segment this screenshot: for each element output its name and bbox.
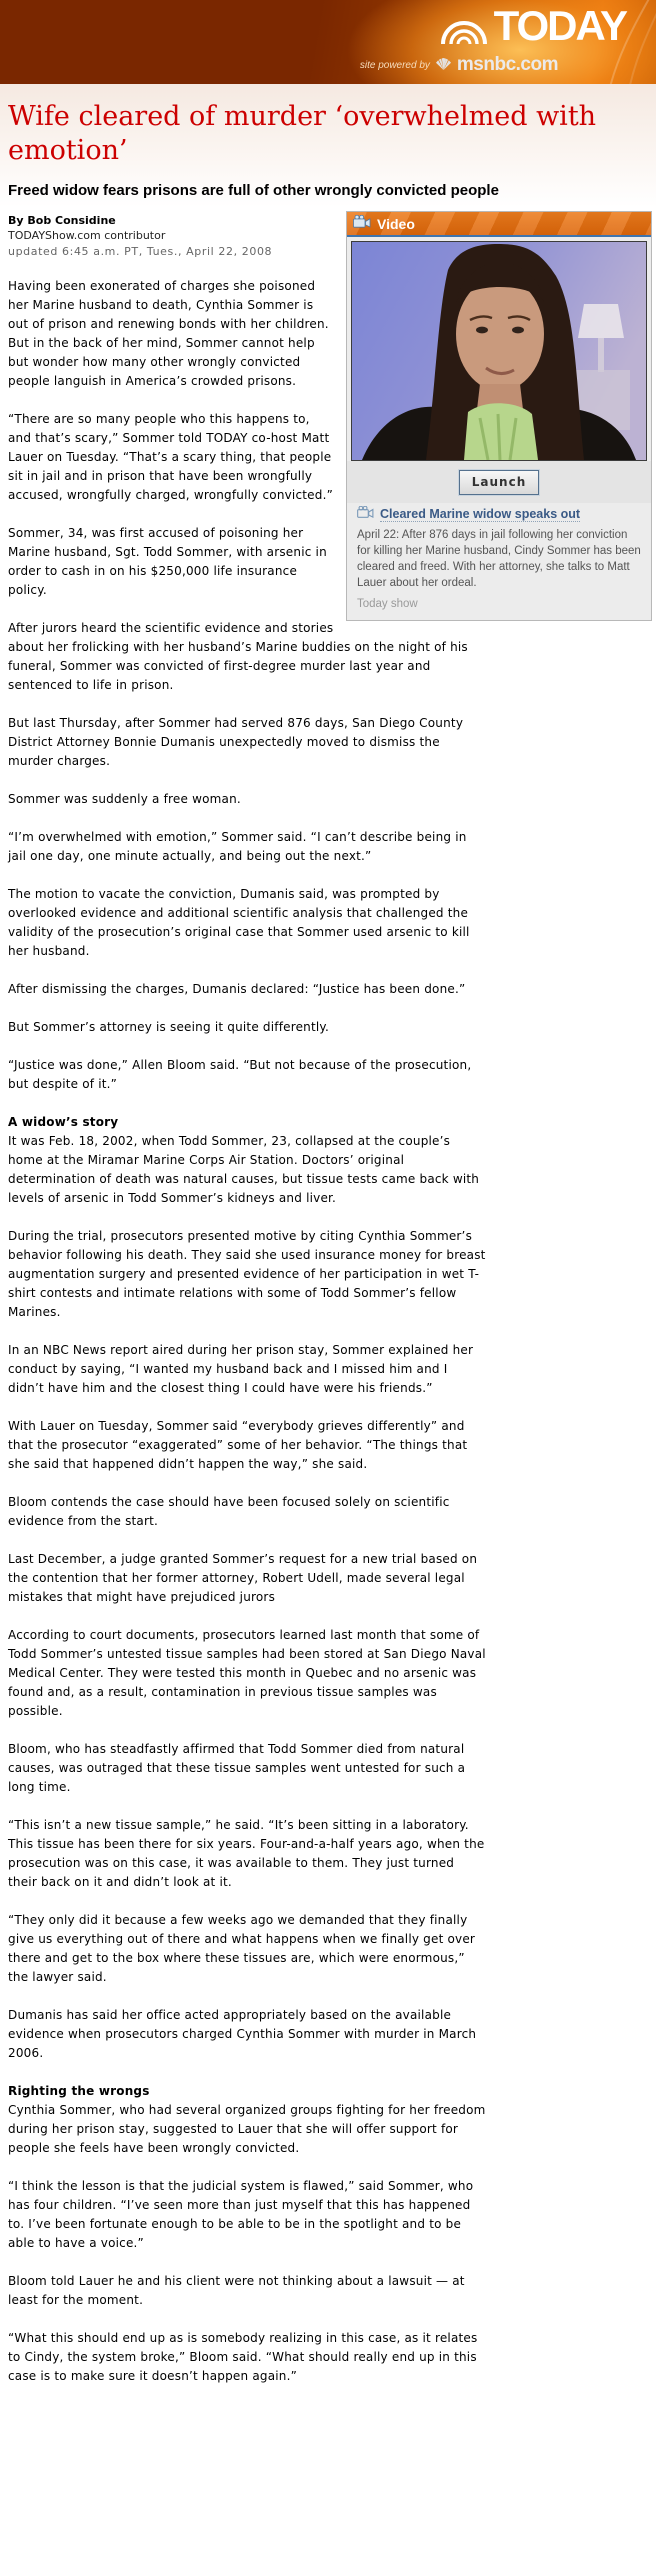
article-paragraph: After dismissing the charges, Dumanis declared: “Justice has been done.” [8,982,466,996]
video-box-title: Video [377,215,415,232]
article-paragraph: “They only did it because a few weeks ago we demanded that they finally give us everything out of there and what happens when we finally get over there and get to the box where these tissues are, which were enormous,” the lawyer said. [8,1913,476,1984]
article-paragraph: According to court documents, prosecutors learned last month that some of Todd Sommer’s untested tissue samples had been stored at San Diego Naval Medical Center. They were tested this month in Quebec and no arsenic was found and, as a result, contamination in previous tissue samples was possible. [8,1628,486,1718]
byline-role: TODAYShow.com contributor [8,229,166,242]
video-caption-link[interactable]: Cleared Marine widow speaks out [380,506,581,521]
article-paragraph: During the trial, prosecutors presented motive by citing Cynthia Sommer’s behavior following his death. They said she used insurance money for breast augmentation surgery and presented evidence of her participation in wet T-shirt contests and intimate relations with some of Todd Sommer’s fellow Marines. [8,1229,486,1319]
article-body [0,207,656,2415]
powered-by-label: site powered by [359,59,430,71]
sunrise-icon [438,14,490,48]
page-title: Wife cleared of murder ‘overwhelmed with emotion’ [8,101,597,166]
video-caption-text: April 22: After 876 days in jail following her conviction for killing her Marine husband, Cindy Sommer has been cleared and freed. With her attorney, she talks to Matt Lauer about her ordeal. [357,529,641,589]
article-deck: Freed widow fears prisons are full of other wrongly convicted people [8,182,499,199]
article-paragraph: It was Feb. 18, 2002, when Todd Sommer, 23, collapsed at the couple’s home at the Miramar Marine Corps Air Station. Doctors’ original determination of death was natural causes, but tissue tests came back with levels of arsenic in Todd Sommer’s kidneys and liver. [8,1134,480,1205]
masthead [0,0,656,84]
article-paragraph: Cynthia Sommer, who had several organized groups fighting for her freedom during her prison stay, suggested to Lauer that she will offer support for people she feels have been wrongly convicted. [8,2103,486,2155]
today-logo-text: TODAY [493,2,626,49]
article-paragraph: “There are so many people who this happens to, and that’s scary,” Sommer told TODAY co-host Matt Lauer on Tuesday. “That’s a scary thing, that people sit in jail and in prison that have been wrongfully accused, wrongfully charged, wrongfully convicted.” [8,412,334,502]
today-logo[interactable] [438,4,626,48]
byline-author: By Bob Considine [8,214,116,227]
article-paragraph: With Lauer on Tuesday, Sommer said “everybody grieves differently” and that the prosecutor “exaggerated” some of her behavior. “The things that she said that happened didn’t happen the way,” she said. [8,1419,468,1471]
article-paragraph: Bloom told Lauer he and his client were not thinking about a lawsuit — at least for the moment. [8,2274,465,2307]
article-paragraph: But Sommer’s attorney is seeing it quite differently. [8,1020,330,1034]
article-paragraph: “Justice was done,” Allen Bloom said. “But not because of the prosecution, but despite of it.” [8,1058,472,1091]
article-paragraph: Last December, a judge granted Sommer’s request for a new trial based on the contention that her former attorney, Robert Udell, made several legal mistakes that might have prejudiced jurors [8,1552,478,1604]
nbc-peacock-icon [435,56,452,75]
video-caption [347,503,651,620]
article-paragraph: Bloom, who has steadfastly affirmed that Todd Sommer died from natural causes, was outraged that these tissue samples went untested for such a long time. [8,1742,466,1794]
video-box [346,211,652,621]
launch-row [347,461,651,503]
article-paragraph: After jurors heard the scientific evidence and stories about her frolicking with her husband’s Marine buddies on the night of his funeral, Sommer was convicted of first-degree murder last year and sentenced to life in prison. [8,621,468,692]
article-paragraph: “I think the lesson is that the judicial system is flawed,” said Sommer, who has four children. “I’ve seen more than just myself that this has happened to. I’ve been fortunate enough to be able to be in the spotlight and to be able to have a voice.” [8,2179,474,2250]
article-paragraph: Dumanis has said her office acted appropriately based on the available evidence when prosecutors charged Cynthia Sommer with murder in March 2006. [8,2008,477,2060]
article-paragraph: “This isn’t a new tissue sample,” he said. “It’s been sitting in a laboratory. This tissue has been there for six years. Four-and-a-half years ago, when the prosecution was on this case, it was available to them. They just turned their back on it and didn’t look at it. [8,1818,485,1889]
msnbc-logo[interactable]: msnbc.com [456,54,558,75]
video-camera-icon [357,505,374,523]
article-paragraph: Having been exonerated of charges she poisoned her Marine husband to death, Cynthia Sommer is out of prison and renewing bonds with her children. But in the back of her mind, Sommer cannot help but wonder how many other wrongly convicted people languish in America’s crowded prisons. [8,279,329,388]
article-paragraph: In an NBC News report aired during her prison stay, Sommer explained her conduct by saying, “I wanted my husband back and I missed him and I didn’t have him and the closest thing I could have were his friends.” [8,1343,474,1395]
article-paragraph: But last Thursday, after Sommer had served 876 days, San Diego County District Attorney Bonnie Dumanis unexpectedly moved to dismiss the murder charges. [8,716,464,768]
video-camera-icon [353,215,371,233]
video-thumbnail[interactable] [351,241,647,461]
article-subheading: Righting the wrongs [8,2084,150,2098]
article-subheading: A widow’s story [8,1115,119,1129]
byline-updated: updated 6:45 a.m. PT, Tues., April 22, 2008 [8,245,273,258]
article-paragraph: “I’m overwhelmed with emotion,” Sommer said. “I can’t describe being in jail one day, one minute actually, and being out the next.” [8,830,467,863]
article-paragraph: The motion to vacate the conviction, Dumanis said, was prompted by overlooked evidence and additional scientific analysis that challenged the validity of the prosecution’s original case that Sommer used arsenic to kill her husband. [8,887,470,958]
powered-by-row [360,54,558,76]
article-paragraph: Sommer was suddenly a free woman. [8,792,241,806]
headline-section [0,84,656,207]
video-source-label: Today show [357,598,418,610]
video-box-header [347,212,651,237]
launch-button[interactable]: Launch [459,470,539,495]
article-paragraph: Sommer, 34, was first accused of poisoning her Marine husband, Sgt. Todd Sommer, with arsenic in order to cash in on his $250,000 life insurance policy. [8,526,327,597]
article-paragraph: “What this should end up as is somebody realizing in this case, as it relates to Cindy, the system broke,” Bloom said. “What should really end up in this case is to make sure it doesn’t happen again.” [8,2331,478,2383]
article-paragraph: Bloom contends the case should have been focused solely on scientific evidence from the start. [8,1495,450,1528]
